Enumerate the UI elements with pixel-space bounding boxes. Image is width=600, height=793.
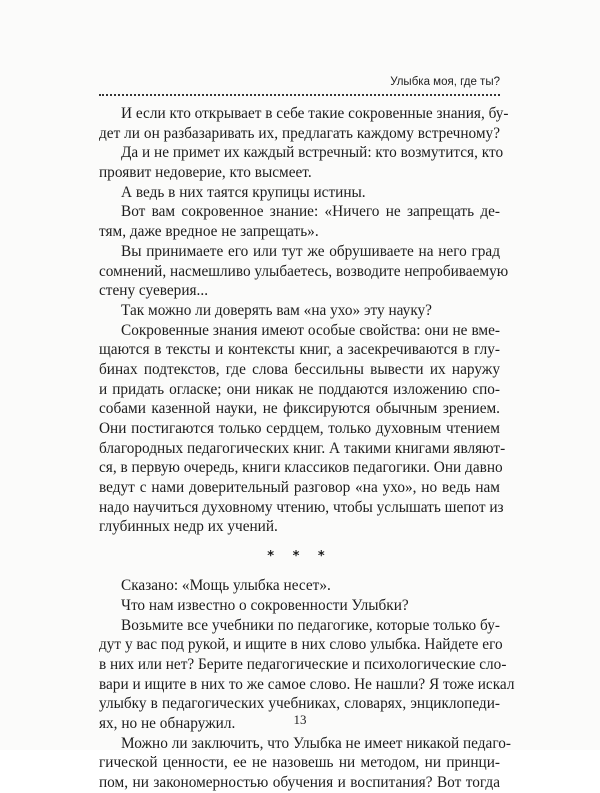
text-line: дут у вас под рукой, и ищите в них слово улыбка. Найдете его (99, 636, 503, 654)
text-line: тям, даже вредное не запрещать». (99, 223, 319, 241)
text-line: улыбку в педагогических учебниках, словарях, энциклопеди- (99, 695, 500, 713)
text-line: Можно ли заключить, что Улыбка не имеет никакой педаго- (121, 734, 511, 752)
text-line: надо научиться духовному чтению, чтобы услышать шепот из (99, 498, 504, 516)
page-number: 13 (293, 712, 307, 727)
text-line: Они постигаются только сердцем, только духовным чтением (99, 420, 500, 437)
body-text (99, 104, 515, 793)
text-line: собами казенной науки, не фиксируются обычным зрением. (99, 400, 500, 418)
text-line: в них или нет? Берите педагогические и психологические сло- (99, 655, 507, 673)
text-line: бинах подтекстов, где слова бессильны вывести их наружу (99, 360, 500, 378)
section-separator: * * * (267, 549, 332, 565)
text-line: гической ценности, ее не назовешь ни методом, ни принци- (99, 754, 500, 772)
text-line: дет ли он разбазаривать их, предлагать каждому встречному? (99, 124, 500, 142)
text-line: благородных педагогических книг. А такими книгами являют- (99, 439, 506, 457)
text-line: Вы принимаете его или тут же обрушиваете на него град (121, 242, 500, 260)
text-line: стену суеверия... (99, 282, 209, 300)
text-line: щаются в тексты и контексты книг, а засекречиваются в глу- (99, 341, 500, 359)
text-line: и придать огласке; они никак не поддаются изложению спо- (99, 380, 500, 398)
text-line: Возьмите все учебники по педагогике, которые только бу- (121, 616, 500, 634)
text-line: ведут с нами доверительный разговор «на ухо», но ведь нам (99, 479, 500, 497)
text-line: сомнений, насмешливо улыбаетесь, возводите непробиваемую (99, 262, 509, 280)
text-line: вари и ищите в них то же самое слово. Не нашли? Я тоже искал (99, 675, 515, 693)
text-line: проявит недоверие, кто высмеет. (99, 164, 312, 182)
text-line: ях, но не обнаружил. (99, 714, 236, 732)
text-line: глубинных недр их учений. (99, 518, 278, 536)
text-line: Вот вам сокровенное знание: «Ничего не запрещать де- (121, 203, 500, 221)
header-dotted-rule (99, 94, 500, 96)
text-line: Сказано: «Мощь улыбка несет». (121, 577, 331, 595)
text-line: И если кто открывает в себе такие сокровенные знания, бу- (121, 105, 509, 122)
text-line: ся, в первую очередь, книги классиков педагогики. Они давно (99, 459, 503, 477)
text-line: А ведь в них таятся крупицы истины. (121, 183, 366, 201)
text-line: пом, ни закономерностью обучения и воспитания? Вот тогда (99, 774, 500, 791)
text-line: Да и не примет их каждый встречный: кто возмутится, кто (121, 144, 504, 162)
text-line: Что нам известно о сокровенности Улыбки? (121, 596, 409, 614)
text-line: Так можно ли доверять вам «на ухо» эту науку? (121, 301, 432, 319)
running-title: Улыбка моя, где ты? (390, 76, 500, 88)
text-line: Сокровенные знания имеют особые свойства: они не вме- (121, 321, 500, 339)
